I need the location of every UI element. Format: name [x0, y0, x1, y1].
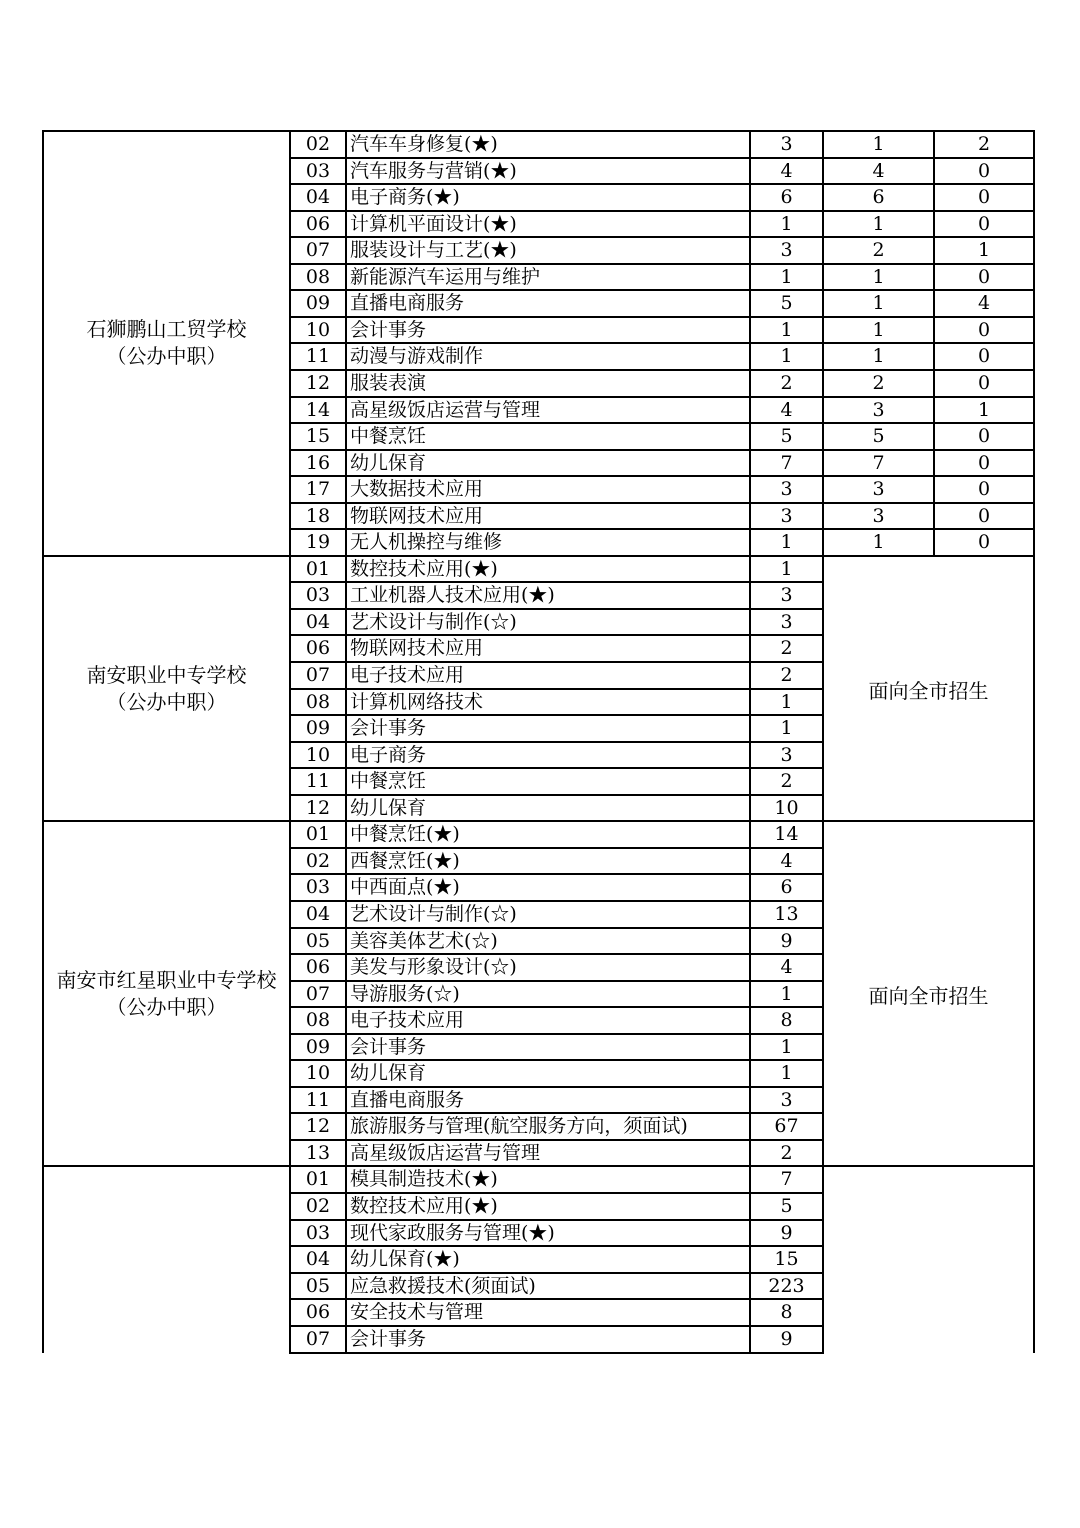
quota-total: 223: [768, 1274, 805, 1297]
column-border: [289, 821, 291, 1166]
major-name: 汽车服务与营销(★): [350, 159, 517, 182]
major-name: 数控技术应用(★): [350, 557, 498, 580]
major-code: 09: [305, 717, 331, 740]
major-code: 10: [305, 318, 331, 341]
school-type: （公办中职）: [106, 689, 227, 714]
major-name: 美发与形象设计(☆): [350, 956, 517, 979]
major-code: 06: [305, 1301, 331, 1324]
school-name-cell: [43, 662, 290, 716]
major-code: 08: [305, 1009, 331, 1032]
major-name: 幼儿保育(★): [350, 1248, 460, 1271]
major-name: 高星级饭店运营与管理: [350, 398, 541, 421]
major-code: 12: [305, 1115, 331, 1138]
major-name: 高星级饭店运营与管理: [350, 1141, 541, 1164]
major-code: 11: [305, 1088, 331, 1111]
major-name: 电子技术应用: [350, 1009, 465, 1032]
quota-total: 1: [780, 982, 793, 1005]
quota-total: 2: [780, 770, 793, 793]
column-border: [345, 556, 347, 822]
quota-column-b: 0: [977, 504, 991, 527]
major-code: 05: [305, 1274, 331, 1297]
major-name: 电子商务: [350, 743, 427, 766]
column-border: [289, 131, 291, 556]
quota-total: 1: [780, 1035, 793, 1058]
major-name: 新能源汽车运用与维护: [350, 265, 541, 288]
major-code: 10: [305, 1062, 331, 1085]
major-name: 数控技术应用(★): [350, 1195, 498, 1217]
major-name: 模具制造技术(★): [350, 1168, 498, 1191]
major-name: 中西面点(★): [350, 876, 460, 899]
bottom-border: [289, 1352, 824, 1354]
quota-total: 3: [780, 478, 793, 501]
quota-total: 10: [774, 796, 799, 819]
major-name: 安全技术与管理: [350, 1301, 484, 1324]
column-border: [749, 1166, 751, 1352]
major-code: 05: [305, 929, 331, 952]
quota-column-b: 0: [977, 531, 991, 554]
major-code: 16: [305, 451, 331, 474]
column-border: [822, 556, 824, 822]
major-name: 物联网技术应用: [350, 637, 484, 660]
quota-total: 1: [780, 557, 793, 580]
major-code: 04: [305, 186, 331, 209]
quota-total: 1: [780, 265, 793, 288]
quota-total: 1: [780, 1062, 793, 1085]
major-name: 计算机网络技术: [350, 690, 484, 713]
major-code: 04: [305, 902, 331, 925]
quota-column-b: 0: [977, 478, 991, 501]
major-name: 会计事务: [350, 1035, 427, 1058]
quota-total: 4: [780, 956, 793, 979]
column-border: [345, 131, 347, 556]
column-border: [822, 821, 824, 1166]
major-code: 02: [305, 849, 331, 872]
major-code: 18: [305, 504, 331, 527]
quota-total: 8: [780, 1009, 793, 1032]
major-code: 02: [305, 1195, 331, 1217]
quota-total: 1: [780, 212, 793, 235]
major-name: 现代家政服务与管理(★): [350, 1221, 555, 1244]
quota-total: 7: [780, 451, 793, 474]
major-code: 09: [305, 1035, 331, 1058]
quota-column-a: 6: [872, 186, 885, 209]
major-name: 动漫与游戏制作: [350, 345, 484, 368]
quota-column-a: 1: [872, 265, 885, 288]
quota-total: 5: [780, 292, 793, 315]
school-name: 南安市红星职业中专学校: [56, 967, 277, 992]
quota-total: 67: [774, 1115, 799, 1138]
major-code: 03: [305, 876, 331, 899]
major-name: 中餐烹饪: [350, 770, 427, 793]
major-code: 08: [305, 690, 331, 713]
major-name: 会计事务: [350, 717, 427, 740]
major-code: 03: [305, 1221, 331, 1244]
major-name: 服装设计与工艺(★): [350, 239, 517, 262]
column-border: [749, 131, 751, 556]
enrollment-scope-note: 面向全市招生: [868, 983, 989, 1008]
quota-column-b: 0: [977, 345, 991, 368]
quota-column-a: 7: [872, 451, 885, 474]
major-code: 10: [305, 743, 331, 766]
major-code: 02: [305, 133, 331, 155]
major-name: 艺术设计与制作(☆): [350, 902, 517, 925]
quota-total: 1: [780, 318, 793, 341]
major-name: 中餐烹饪(★): [350, 823, 460, 846]
quota-column-a: 4: [872, 159, 885, 182]
major-name: 计算机平面设计(★): [350, 212, 517, 235]
quota-total: 1: [780, 345, 793, 368]
enrollment-scope-note: 面向全市招生: [868, 678, 989, 703]
quota-column-b: 1: [977, 398, 991, 421]
major-name: 西餐烹饪(★): [350, 849, 460, 872]
quota-total: 2: [780, 664, 793, 686]
quota-column-b: 0: [977, 265, 991, 288]
major-code: 04: [305, 1248, 331, 1271]
column-border: [749, 821, 751, 1166]
school-name: 石狮鹏山工贸学校: [86, 317, 247, 342]
quota-total: 1: [780, 717, 793, 740]
quota-total: 5: [780, 1195, 793, 1217]
column-border: [749, 556, 751, 822]
major-name: 幼儿保育: [350, 796, 427, 819]
school-type: （公办中职）: [106, 344, 227, 369]
quota-column-a: 1: [872, 133, 885, 155]
major-code: 03: [305, 159, 331, 182]
quota-column-a: 2: [872, 371, 885, 394]
quota-total: 3: [780, 610, 793, 633]
major-code: 01: [305, 1168, 331, 1191]
quota-total: 6: [780, 876, 793, 899]
quota-total: 9: [780, 1327, 793, 1350]
major-name: 服装表演: [350, 371, 427, 394]
major-code: 07: [305, 982, 331, 1005]
quota-column-b: 0: [977, 318, 991, 341]
major-code: 12: [305, 371, 331, 394]
quota-column-b: 1: [977, 239, 991, 262]
quota-total: 1: [780, 531, 793, 554]
quota-total: 3: [780, 133, 793, 155]
major-name: 美容美体艺术(☆): [350, 929, 498, 952]
column-border: [822, 1166, 824, 1352]
major-name: 无人机操控与维修: [350, 531, 503, 554]
quota-column-a: 1: [872, 345, 885, 368]
major-code: 03: [305, 584, 331, 607]
major-code: 06: [305, 637, 331, 660]
quota-column-a: 3: [872, 478, 885, 501]
quota-total: 3: [780, 584, 793, 607]
major-code: 07: [305, 239, 331, 262]
major-name: 会计事务: [350, 318, 427, 341]
quota-column-a: 1: [872, 292, 885, 315]
major-name: 汽车车身修复(★): [350, 133, 498, 155]
quota-column-b: 2: [977, 133, 991, 155]
major-code: 01: [305, 823, 331, 846]
quota-total: 3: [780, 239, 793, 262]
quota-total: 9: [780, 1221, 793, 1244]
major-code: 04: [305, 610, 331, 633]
major-code: 13: [305, 1141, 331, 1164]
major-name: 直播电商服务: [350, 1088, 465, 1111]
column-border: [289, 556, 291, 822]
quota-total: 3: [780, 1088, 793, 1111]
quota-column-b: 0: [977, 186, 991, 209]
major-code: 07: [305, 1327, 331, 1350]
quota-column-a: 3: [872, 504, 885, 527]
quota-column-b: 0: [977, 451, 991, 474]
column-border: [933, 131, 935, 556]
major-name: 电子商务(★): [350, 186, 460, 209]
quota-total: 15: [774, 1248, 799, 1271]
major-code: 15: [305, 425, 331, 448]
major-code: 14: [305, 398, 331, 421]
major-name: 应急救援技术(须面试): [350, 1274, 536, 1297]
quota-total: 4: [780, 159, 793, 182]
quota-total: 7: [780, 1168, 793, 1191]
quota-column-b: 0: [977, 425, 991, 448]
quota-column-b: 0: [977, 371, 991, 394]
major-code: 12: [305, 796, 331, 819]
quota-total: 2: [780, 637, 793, 660]
quota-column-a: 3: [872, 398, 885, 421]
major-code: 08: [305, 265, 331, 288]
major-name: 幼儿保育: [350, 1062, 427, 1085]
quota-column-a: 5: [872, 425, 885, 448]
major-name: 直播电商服务: [350, 292, 465, 315]
major-code: 07: [305, 664, 331, 686]
major-name: 导游服务(☆): [350, 982, 460, 1005]
column-border: [289, 1166, 291, 1352]
major-code: 06: [305, 212, 331, 235]
outer-left-border: [42, 130, 44, 1353]
quota-total: 6: [780, 186, 793, 209]
major-code: 06: [305, 956, 331, 979]
quota-total: 2: [780, 1141, 793, 1164]
quota-total: 5: [780, 425, 793, 448]
quota-total: 13: [774, 902, 799, 925]
quota-total: 1: [780, 690, 793, 713]
major-name: 工业机器人技术应用(★): [350, 584, 555, 607]
outer-right-border: [1033, 130, 1035, 1353]
major-name: 电子技术应用: [350, 664, 465, 686]
major-code: 11: [305, 345, 331, 368]
major-code: 09: [305, 292, 331, 315]
quota-total: 14: [774, 823, 799, 846]
quota-column-b: 4: [977, 292, 991, 315]
school-type: （公办中职）: [106, 994, 227, 1019]
major-name: 大数据技术应用: [350, 478, 484, 501]
quota-column-a: 1: [872, 318, 885, 341]
quota-column-a: 1: [872, 212, 885, 235]
quota-total: 4: [780, 398, 793, 421]
school-name-cell: [43, 967, 290, 1021]
quota-total: 8: [780, 1301, 793, 1324]
quota-total: 9: [780, 929, 793, 952]
quota-total: 3: [780, 743, 793, 766]
major-name: 旅游服务与管理(航空服务方向，须面试): [350, 1115, 688, 1138]
column-border: [345, 821, 347, 1166]
quota-column-a: 2: [872, 239, 885, 262]
major-name: 幼儿保育: [350, 451, 427, 474]
major-name: 物联网技术应用: [350, 504, 484, 527]
major-name: 艺术设计与制作(☆): [350, 610, 517, 633]
quota-total: 2: [780, 371, 793, 394]
quota-column-b: 0: [977, 159, 991, 182]
quota-total: 3: [780, 504, 793, 527]
major-code: 19: [305, 531, 331, 554]
quota-column-b: 0: [977, 212, 991, 235]
major-name: 会计事务: [350, 1327, 427, 1350]
column-border: [345, 1166, 347, 1352]
major-code: 01: [305, 557, 331, 580]
column-border: [822, 131, 824, 556]
quota-total: 4: [780, 849, 793, 872]
quota-column-a: 1: [872, 531, 885, 554]
school-name: 南安职业中专学校: [86, 662, 247, 687]
major-name: 中餐烹饪: [350, 425, 427, 448]
major-code: 11: [305, 770, 331, 793]
major-code: 17: [305, 478, 331, 501]
school-name-cell: [43, 316, 290, 370]
